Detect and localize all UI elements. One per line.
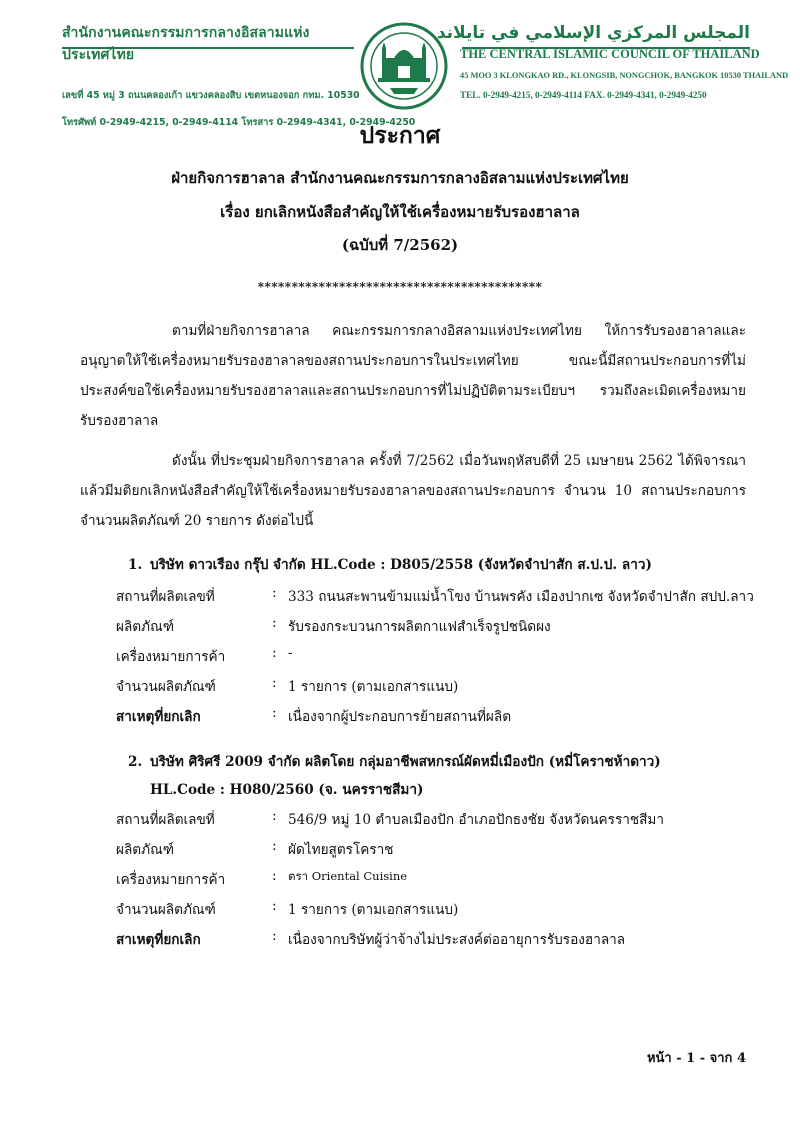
- item-row-product: [116, 615, 756, 645]
- colon: :: [272, 928, 277, 944]
- reason-value: เนื่องจากบริษัทผู้ว่าจ้างไม่ประสงค์ต่ออายุการรับรองฮาลาล: [288, 932, 626, 948]
- product-label: ผลิตภัณฑ์: [116, 619, 174, 635]
- colon: :: [272, 675, 277, 691]
- subject-line: เรื่อง ยกเลิกหนังสือสำคัญให้ใช้เครื่องหมายรับรองฮาลาล: [220, 203, 580, 221]
- site-label: สถานที่ผลิตเลขที่: [116, 812, 215, 828]
- trademark-value: -: [288, 645, 293, 661]
- item-row-site: [116, 808, 756, 838]
- count-label: จำนวนผลิตภัณฑ์: [116, 902, 216, 918]
- product-value: ผัดไทยสูตรโคราช: [288, 842, 394, 858]
- site-label: สถานที่ผลิตเลขที่: [116, 589, 215, 605]
- address-thai: เลขที่ 45 หมู่ 3 ถนนคลองเก้า แขวงคลองสิบ เขตหนองจอก กทม. 10530: [62, 90, 360, 101]
- paragraph-resolution: [80, 446, 746, 536]
- item-number: 1.: [128, 557, 143, 573]
- site-value: 546/9 หมู่ 10 ตำบลเมืองปัก อำเภอปักธงชัย จังหวัดนครราชสีมา: [288, 812, 665, 828]
- product-value: รับรองกระบวนการผลิตกาแฟสำเร็จรูปชนิดผง: [288, 619, 551, 635]
- colon: :: [272, 705, 277, 721]
- phone-thai: โทรศัพท์ 0-2949-4215, 0-2949-4114 โทรสาร 0-2949-4341, 0-2949-4250: [62, 117, 416, 128]
- letterhead-rule-left: [62, 47, 354, 49]
- site-value: 333 ถนนสะพานข้ามแม่น้ำโขง บ้านพรคัง เมืองปากเซ จังหวัดจำปาสัก สปป.ลาว: [288, 589, 754, 605]
- item-row-trademark: [116, 868, 756, 898]
- item-heading-text: บริษัท ดาวเรือง กรุ๊ป จำกัด HL.Code : D805/2558 (จังหวัดจำปาสัก ส.ป.ป. ลาว): [150, 557, 652, 573]
- item-heading: [128, 750, 661, 772]
- address-english: 45 MOO 3 KLONGKAO RD., KLONGSIB, NONGCHOK, BANGKOK 10530 THAILAND: [460, 71, 789, 80]
- item-row-product: [116, 838, 756, 868]
- trademark-label: เครื่องหมายการค้า: [116, 649, 226, 665]
- letterhead-rule-right: [462, 47, 750, 49]
- paragraph-resolution-text: ดังนั้น ที่ประชุมฝ่ายกิจการฮาลาล ครั้งที่ 7/2562 เมื่อวันพฤหัสบดีที่ 25 เมษายน 2562 ได้พิจารณาแล้วมีมติยกเลิกหนังสือสำคัญให้ใช้เครื่องหมายรับรองฮาลาลของสถานประกอบการ จำนวน 10 สถานประกอบการ จำนวนผลิตภัณฑ์ 20 รายการ ดังต่อไปนี้: [80, 453, 746, 529]
- colon: :: [272, 898, 277, 914]
- page-title: ประกาศ: [359, 122, 441, 149]
- phone-english: TEL. 0-2949-4215, 0-2949-4114 FAX. 0-2949-4341, 0-2949-4250: [460, 90, 707, 100]
- count-value: 1 รายการ (ตามเอกสารแนบ): [288, 679, 459, 695]
- item-row-reason: [116, 705, 756, 735]
- reason-value: เนื่องจากผู้ประกอบการย้ายสถานที่ผลิต: [288, 709, 512, 725]
- letterhead-english: [436, 22, 789, 100]
- reason-label: สาเหตุที่ยกเลิก: [116, 932, 201, 948]
- item-row-reason: [116, 928, 756, 958]
- item-row-count: [116, 675, 756, 705]
- org-name-thai: สำนักงานคณะกรรมการกลางอิสลามแห่งประเทศไทย: [62, 25, 310, 63]
- trademark-value: ตรา Oriental Cuisine: [288, 869, 408, 883]
- item-heading: [128, 553, 652, 575]
- colon: :: [272, 615, 277, 631]
- issue-number: (ฉบับที่ 7/2562): [341, 236, 459, 254]
- count-label: จำนวนผลิตภัณฑ์: [116, 679, 216, 695]
- org-name-english: THE CENTRAL ISLAMIC COUNCIL OF THAILAND: [460, 47, 760, 61]
- item-row-site: [116, 585, 756, 615]
- trademark-label: เครื่องหมายการค้า: [116, 872, 226, 888]
- issuer-line: ฝ่ายกิจการฮาลาล สำนักงานคณะกรรมการกลางอิสลามแห่งประเทศไทย: [171, 169, 629, 187]
- colon: :: [272, 645, 277, 661]
- letterhead-thai: [62, 22, 416, 130]
- paragraph-intro: [80, 316, 746, 436]
- item-number: 2.: [128, 754, 143, 770]
- org-name-arabic: المجلس المركزي الإسلامي في تايلاند: [436, 23, 750, 43]
- paragraph-intro-text: ตามที่ฝ่ายกิจการฮาลาล คณะกรรมการกลางอิสลามแห่งประเทศไทย ให้การรับรองฮาลาลและอนุญาตให้ใช้เครื่องหมายรับรองฮาลาลของสถานประกอบการในประเทศไทย ขณะนี้มีสถานประกอบการที่ไม่ประสงค์ขอใช้เครื่องหมายรับรองฮาลาลและสถานประกอบการที่ไม่ปฏิบัติตามระเบียบฯ รวมถึงละเมิดเครื่องหมายรับรองฮาลาล: [80, 323, 746, 429]
- colon: :: [272, 585, 277, 601]
- count-value: 1 รายการ (ตามเอกสารแนบ): [288, 902, 459, 918]
- colon: :: [272, 868, 277, 884]
- item-heading-text: บริษัท ศิริศรี 2009 จำกัด ผลิตโดย กลุ่มอาชีพสหกรณ์ผัดหมี่เมืองปัก (หมี่โคราชห้าดาว): [150, 754, 661, 770]
- product-label: ผลิตภัณฑ์: [116, 842, 174, 858]
- council-seal-icon: [360, 22, 448, 110]
- item-row-count: [116, 898, 756, 928]
- reason-label: สาเหตุที่ยกเลิก: [116, 709, 201, 725]
- colon: :: [272, 808, 277, 824]
- item-row-trademark: [116, 645, 756, 675]
- separator: ******************************************: [257, 280, 543, 294]
- colon: :: [272, 838, 277, 854]
- page-number: หน้า - 1 - จาก 4: [646, 1051, 746, 1066]
- item-hl-code: HL.Code : H080/2560 (จ. นครราชสีมา): [150, 782, 424, 798]
